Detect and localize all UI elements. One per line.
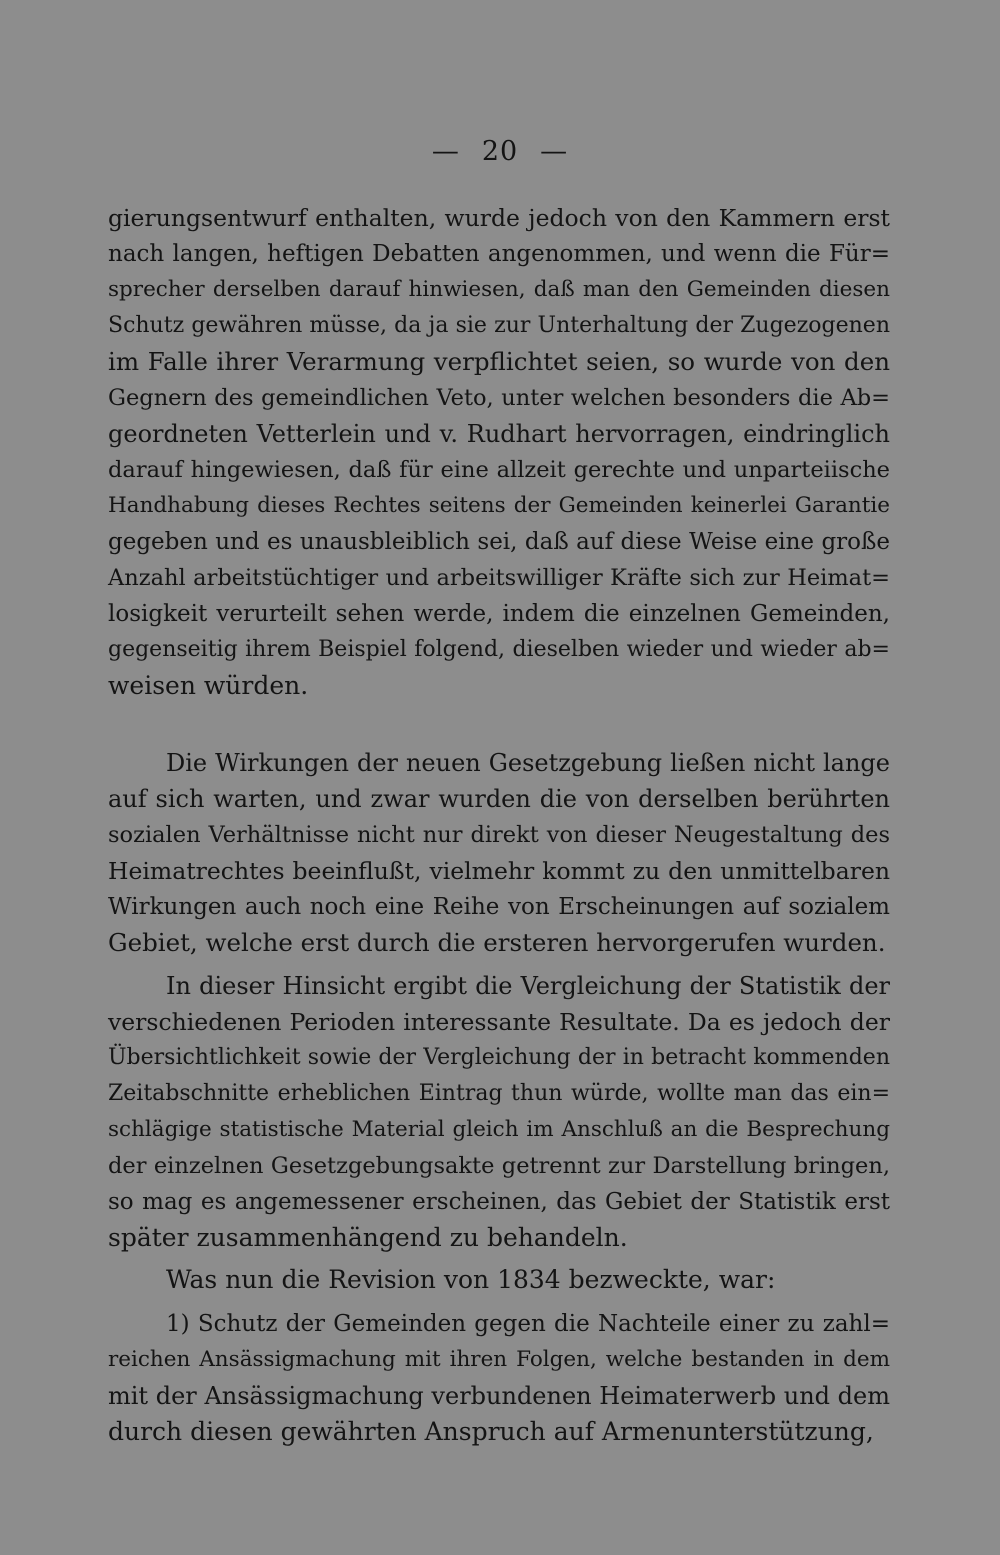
paragraph-1-line-1: gierungsentwurf enthalten, wurde jedoch von den Kammern erst [108, 204, 890, 232]
paragraph-2-line-4: Heimatrechtes beeinflußt, vielmehr kommt zu den unmittelbaren [108, 857, 890, 885]
paragraph-1-line-11: Anzahl arbeitstüchtiger und arbeitswilliger Kräfte sich zur Heimat= [108, 565, 890, 591]
paragraph-5-line-1: 1) Schutz der Gemeinden gegen die Nachteile einer zu zahl= [166, 1311, 890, 1337]
paragraph-2-line-6: Gebiet, welche erst durch die ersteren hervorgerufen wurden. [108, 928, 886, 957]
paragraph-1-line-12: losigkeit verurteilt sehen werde, indem die einzelnen Gemeinden, [108, 601, 890, 627]
paragraph-1-line-13: gegenseitig ihrem Beispiel folgend, dieselben wieder und wieder ab= [108, 637, 890, 662]
paragraph-1-line-8: darauf hingewiesen, daß für eine allzeit gerechte und unparteiische [108, 457, 890, 483]
paragraph-5-line-3: mit der Ansässigmachung verbundenen Heimaterwerb und dem [108, 1382, 890, 1410]
paragraph-3-line-7: so mag es angemessener erscheinen, das Gebiet der Statistik erst [108, 1189, 890, 1215]
paragraph-3-line-6: der einzelnen Gesetzgebungsakte getrennt zur Darstellung bringen, [108, 1153, 890, 1179]
paragraph-2-line-1: Die Wirkungen der neuen Gesetzgebung ließen nicht lange [166, 749, 890, 777]
paragraph-1-line-9: Handhabung dieses Rechtes seitens der Gemeinden keinerlei Garantie [108, 493, 890, 518]
page-number-dash-left: — [431, 136, 460, 167]
paragraph-1-line-4: Schutz gewähren müsse, da ja sie zur Unterhaltung der Zugezogenen [108, 313, 890, 338]
paragraph-1-line-7: geordneten Vetterlein und v. Rudhart hervorragen, eindringlich [108, 420, 890, 448]
paragraph-3-line-4: Zeitabschnitte erheblichen Eintrag thun würde, wollte man das ein= [108, 1081, 890, 1106]
page-number-dash-right: — [540, 136, 569, 167]
page-number-value: 20 [481, 136, 519, 167]
paragraph-3-line-8: später zusammenhängend zu behandeln. [108, 1223, 628, 1252]
paragraph-3-line-2: verschiedenen Perioden interessante Resultate. Da es jedoch der [108, 1008, 890, 1036]
paragraph-1-line-10: gegeben und es unausbleiblich sei, daß auf diese Weise eine große [108, 529, 890, 555]
paragraph-5-line-2: reichen Ansässigmachung mit ihren Folgen, welche bestanden in dem [108, 1347, 890, 1372]
page-number [0, 136, 1000, 167]
paragraph-1-line-3: sprecher derselben darauf hinwiesen, daß man den Gemeinden diesen [108, 277, 890, 302]
paragraph-3-line-5: schlägige statistische Material gleich im Anschluß an die Besprechung [108, 1117, 890, 1142]
paragraph-2-line-2: auf sich warten, und zwar wurden die von derselben berührten [108, 785, 890, 813]
paragraph-1-line-2: nach langen, heftigen Debatten angenommen, und wenn die Für= [108, 241, 890, 267]
paragraph-3-line-3: Übersichtlichkeit sowie der Vergleichung der in betracht kommenden [108, 1045, 890, 1070]
paragraph-1-line-5: im Falle ihrer Verarmung verpflichtet seien, so wurde von den [108, 347, 890, 376]
paragraph-1-line-6: Gegnern des gemeindlichen Veto, unter welchen besonders die Ab= [108, 385, 890, 411]
paragraph-4-line-1: Was nun die Revision von 1834 bezweckte, war: [166, 1265, 776, 1294]
paragraph-2-line-3: sozialen Verhältnisse nicht nur direkt von dieser Neugestaltung des [108, 822, 890, 848]
paragraph-3-line-1: In dieser Hinsicht ergibt die Vergleichung der Statistik der [166, 972, 890, 1000]
paragraph-2-line-5: Wirkungen auch noch eine Reihe von Erscheinungen auf sozialem [108, 894, 890, 920]
paragraph-5-line-4: durch diesen gewährten Anspruch auf Armenunterstützung, [108, 1417, 874, 1446]
paragraph-1-line-14: weisen würden. [108, 671, 309, 700]
